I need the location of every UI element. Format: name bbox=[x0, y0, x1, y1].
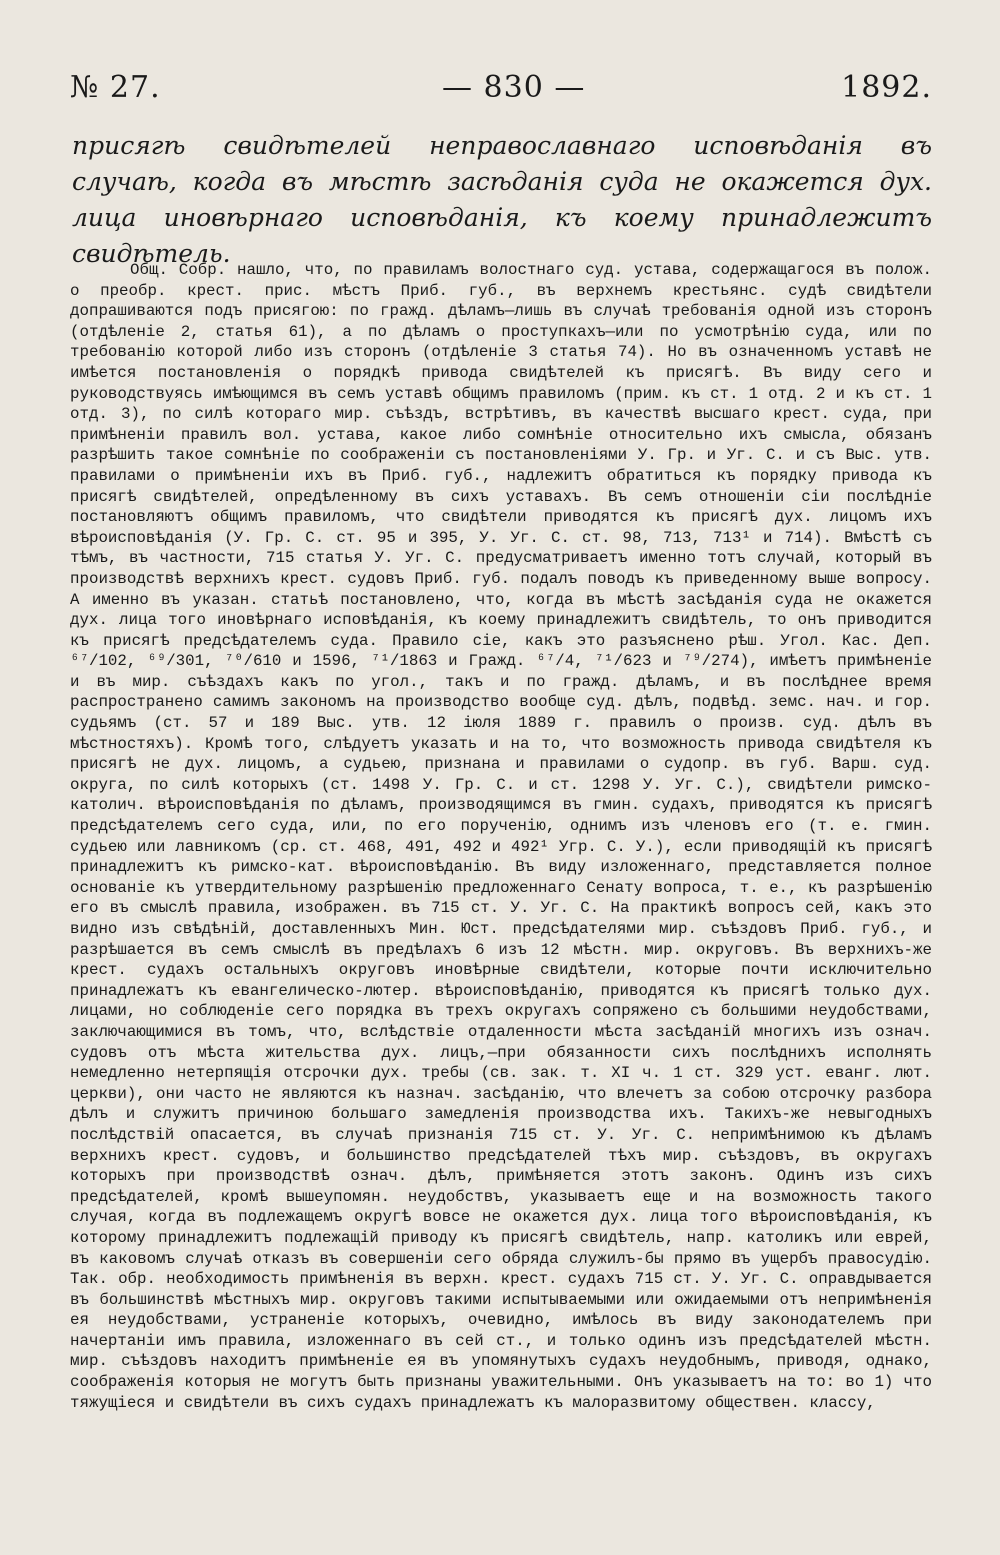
page-header bbox=[70, 70, 932, 120]
page-number: — 830 — bbox=[442, 70, 586, 105]
body-paragraph: Общ. Собр. нашло, что, по правиламъ волостнаго суд. устава, содержащагося въ полож. о преобр. крест. прис. мѣстъ Приб. губ., въ верхнемъ крестьянс. судѣ свидѣтели допрашиваются подъ присягою: по гражд. дѣламъ—лишь въ случаѣ требованія одной изъ сторонъ (отдѣленіе 2, статья 61), а по дѣламъ о проступкахъ—или по усмотрѣнію суда, или по требованію которой либо изъ сторонъ (отдѣленіе 3 статья 74). Но въ означенномъ уставѣ не имѣется постановленія о порядкѣ привода свидѣтелей къ присягѣ. Въ виду сего и руководствуясь имѣющимся въ семъ уставѣ общимъ правиломъ (прим. къ ст. 1 отд. 2 и къ ст. 1 отд. 3), по силѣ котораго мир. съѣздъ, встрѣтивъ, въ качествѣ высшаго крест. суда, при примѣненіи правилъ вол. устава, какое либо сомнѣніе относительно ихъ смысла, обязанъ разрѣшить такое сомнѣніе по соображеніи съ постановленіями У. Гр. и Уг. С. и съ Выс. утв. правилами о примѣненіи ихъ въ Приб. губ., надлежитъ обратиться къ порядку привода къ присягѣ свидѣтелей, опредѣленному въ сихъ уставахъ. Въ семъ отношеніи сіи послѣдніе постановляютъ общимъ правиломъ, что свидѣтели приводятся къ присягѣ дух. лицомъ ихъ вѣроисповѣданія (У. Гр. С. ст. 95 и 395, У. Уг. С. ст. 98, 713, 713¹ и 714). Вмѣстѣ съ тѣмъ, въ частности, 715 статья У. Уг. С. предусматриваетъ именно тотъ случай, который въ производствѣ верхнихъ крест. судовъ Приб. губ. подалъ поводъ къ приведенному выше вопросу. А именно въ указан. статьѣ постановлено, что, когда въ мѣстѣ засѣданія суда не окажется дух. лица того иновѣрнаго исповѣданія, къ коему принадлежитъ свидѣтель, то онъ приводится къ присягѣ предсѣдателемъ суда. Правило сіе, какъ это разъяснено рѣш. Угол. Кас. Деп. ⁶⁷/102, ⁶⁹/301, ⁷⁰/610 и 1596, ⁷¹/1863 и Гражд. ⁶⁷/4, ⁷¹/623 и ⁷⁹/274), имѣетъ примѣненіе и въ мир. съѣздахъ какъ по угол., такъ и по гражд. дѣламъ, и въ послѣднее время распространено самимъ закономъ на производство вообще суд. дѣлъ, подвѣд. земс. нач. и гор. судьямъ (ст. 57 и 189 Выс. утв. 12 іюля 1889 г. правилъ о произв. суд. дѣлъ въ мѣстностяхъ). Кромѣ того, слѣдуетъ указать и на то, что возможность привода свидѣтеля къ присягѣ не дух. лицомъ, а судьею, признана и правилами о судопр. въ губ. Варш. суд. округа, по силѣ которыхъ (ст. 1498 У. Гр. С. и ст. 1298 У. Уг. С.), свидѣтели римско-католич. вѣроисповѣданія по дѣламъ, производящимся въ гмин. судахъ, приводятся къ присягѣ предсѣдателемъ сего суда, или, по его порученію, однимъ изъ членовъ его (т. е. гмин. судьею или лавникомъ (ср. ст. 468, 491, 492 и 492¹ Угр. С. У.), если приводящій къ присягѣ принадлежитъ къ римско-кат. вѣроисповѣданію. Въ виду изложеннаго, представляется полное основаніе къ утвердительному разрѣшенію предложеннаго Сенату вопроса, т. е., къ разрѣшенію его въ смыслѣ правила, изображен. въ 715 ст. У. Уг. С. На практикѣ вопросъ сей, какъ это видно изъ свѣдѣній, доставленныхъ Мин. Юст. предсѣдателями мир. съѣздовъ Приб. губ., и разрѣшается въ семъ смыслѣ въ предѣлахъ 6 изъ 12 мѣстн. мир. округовъ. Въ верхнихъ-же крест. судахъ остальныхъ округовъ иновѣрные свидѣтели, которые почти исключительно принадлежатъ къ евангелическо-лютер. вѣроисповѣданію, приводятся къ присягѣ только дух. лицами, но соблюденіе сего порядка въ трехъ округахъ сопряжено съ большими неудобствами, заключающимися въ томъ, что, вслѣдствіе отдаленности мѣста засѣданій многихъ изъ означ. судовъ отъ мѣста жительства дух. лицъ,—при обязанности сихъ послѣднихъ исполнять немедленно нетерпящія отсрочки дух. требы (св. зак. т. XI ч. 1 ст. 329 уст. еванг. лют. церкви), они часто не являются къ назнач. засѣданію, что влечетъ за собою отсрочку разбора дѣлъ и служитъ причиною большаго замедленія производства ихъ. Такихъ-же невыгодныхъ послѣдствій опасается, въ случаѣ признанія 715 ст. У. Уг. С. непримѣнимою къ дѣламъ верхнихъ крест. судовъ, и большинство предсѣдателей тѣхъ мир. съѣздовъ, въ округахъ которыхъ при производствѣ означ. дѣлъ, примѣняется этотъ законъ. Одинъ изъ сихъ предсѣдателей, кромѣ вышеупомян. неудобствъ, указываетъ еще и на возможность такого случая, когда въ подлежащемъ округѣ вовсе не окажется дух. лица того вѣроисповѣданія, къ которому принадлежитъ подлежащій приводу къ присягѣ свидѣтель, напр. католикъ или еврей, въ каковомъ случаѣ отказъ въ совершеніи сего обряда служилъ-бы прямо въ ущербъ правосудію. Так. обр. необходимость примѣненія въ верхн. крест. судахъ 715 ст. У. Уг. С. оправдывается въ большинствѣ мѣстныхъ мир. округовъ такими испытываемыми или ожидаемыми отъ непримѣненія ея неудобствами, устраненіе которыхъ, очевидно, имѣлось въ виду законодателемъ при начертаніи имъ правила, изложеннаго въ сей ст., и только одинъ изъ предсѣдателей мѣстн. мир. съѣздовъ находитъ примѣненіе ея въ упомянутыхъ судахъ неудобнымъ, приводя, однако, соображенія которыя не могутъ быть признаны уважительными. Онъ указываетъ на то: во 1) что тяжущіеся и свидѣтели въ сихъ судахъ принадлежатъ къ малоразвитому обществен. классу, bbox=[70, 261, 932, 1412]
issue-number: № 27. bbox=[70, 70, 161, 105]
year: 1892. bbox=[841, 70, 932, 105]
section-heading: присягѣ свидѣтелей неправославнаго исповѣданія въ случаѣ, когда въ мѣстѣ засѣданія суда не окажется дух. лица иновѣрнаго исповѣданія, къ коему принадлежитъ свидѣтель. bbox=[72, 131, 932, 268]
